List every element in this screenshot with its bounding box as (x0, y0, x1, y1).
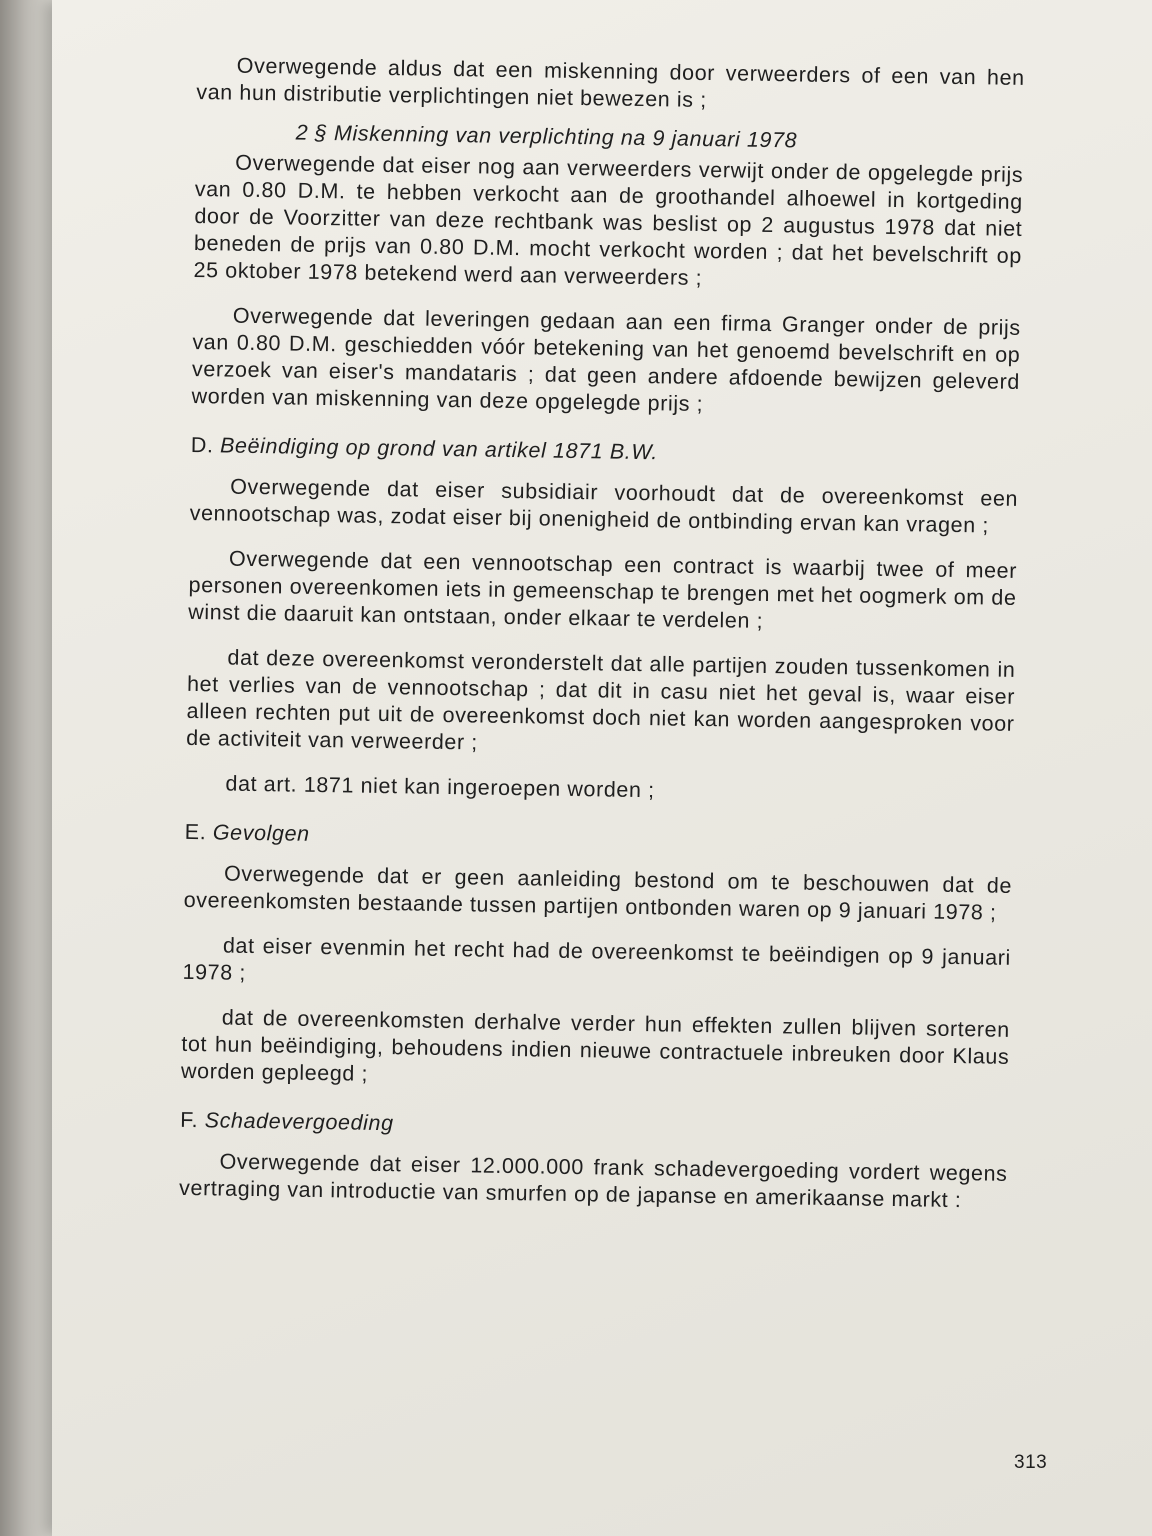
page-text-block (179, 52, 1025, 1215)
paragraph-geen-recht-beeindiging: dat eiser evenmin het recht had de overeenkomst te beëindigen op 9 januari 1978 ; (182, 933, 1012, 985)
paragraph-schadevergoeding: Overwegende dat eiser 12.000.000 frank schadevergoeding vordert wegens vertraging van introductie van smurfen op de japanse en amerikaanse markt : (178, 1149, 1008, 1213)
paragraph-leveringen-granger: Overwegende dat leveringen gedaan aan een firma Granger onder de prijs van 0.80 D.M. geschiedden vóór betekening van het genoemd bevelschrift en op verzoek van eiser's mandataris ; dat geen andere afdoende bewijzen geleverd worden van miskenning van deze opgelegde prijs ; (191, 303, 1021, 416)
paragraph-geen-ontbinding: Overwegende dat er geen aanleiding bestond om te beschouwen dat de overeenkomsten bestaande tussen partijen ontbonden waren op 9 januari 1978 ; (183, 861, 1013, 925)
paragraph-opgelegde-prijs: Overwegende dat eiser nog aan verweerders verwijt onder de opgelegde prijs van 0.80 D.M. te hebben verkocht aan de groothandel alhoewel in kortgeding door de Voorzitter van deze rechtbank was beslist op 2 augustus 1978 dat niet beneden de prijs van 0.80 D.M. mocht verkocht worden ; dat het bevelschrift op 25 oktober 1978 betekend werd aan verweerders ; (193, 150, 1024, 290)
paragraph-art-1871: dat art. 1871 niet kan ingeroepen worden ; (225, 771, 655, 803)
paragraph-vennootschap-subsidiair: Overwegende dat eiser subsidiair voorhoudt dat de overeenkomst een vennootschap was, zodat eiser bij onenigheid de ontbinding ervan kan vragen ; (189, 474, 1019, 538)
page-number: 313 (1014, 1452, 1048, 1473)
heading-letter-f: F. (180, 1107, 199, 1133)
paragraph-verlies-vennootschap: dat deze overeenkomst veronderstelt dat alle partijen zouden tussenkomen in het verlies van de vennootschap ; dat dit in casu niet het geval is, waar eiser alleen rechten put uit de overeenkomst doch niet kan worden aangesproken voor de activiteit van verweerder ; (186, 645, 1016, 755)
paragraph-vennootschap-definitie: Overwegende dat een vennootschap een contract is waarbij twee of meer personen overeenkomen iets in gemeenschap te brengen met het oogmerk om de winst die daaruit kan ontstaan, onder elkaar te verdelen ; (188, 546, 1018, 633)
heading-section-f (180, 1107, 1008, 1147)
heading-title-d: Beëindiging op grond van artikel 1871 B.W. (219, 433, 659, 465)
heading-title-f: Schadevergoeding (204, 1108, 394, 1136)
heading-letter-d: D. (190, 432, 214, 458)
heading-section-d (191, 432, 1019, 472)
paragraph-miskenning-conclusion: Overwegende aldus dat een miskenning door verweerders of een van hen van hun distributie verplichtingen niet bewezen is ; (196, 53, 1025, 113)
paragraph-effekten-blijven: dat de overeenkomsten derhalve verder hun effekten zullen blijven sorteren tot hun beëindiging, behoudens indien nieuwe contractuele inbreuken door Klaus worden gepleegd ; (180, 1005, 1010, 1086)
heading-letter-e: E. (184, 819, 207, 845)
heading-section-e (185, 819, 1013, 859)
heading-title-e: Gevolgen (212, 820, 310, 846)
book-page (52, 0, 1152, 1536)
subheading-miskenning-na-9-januari: 2 § Miskenning van verplichting na 9 januari 1978 (295, 120, 798, 153)
